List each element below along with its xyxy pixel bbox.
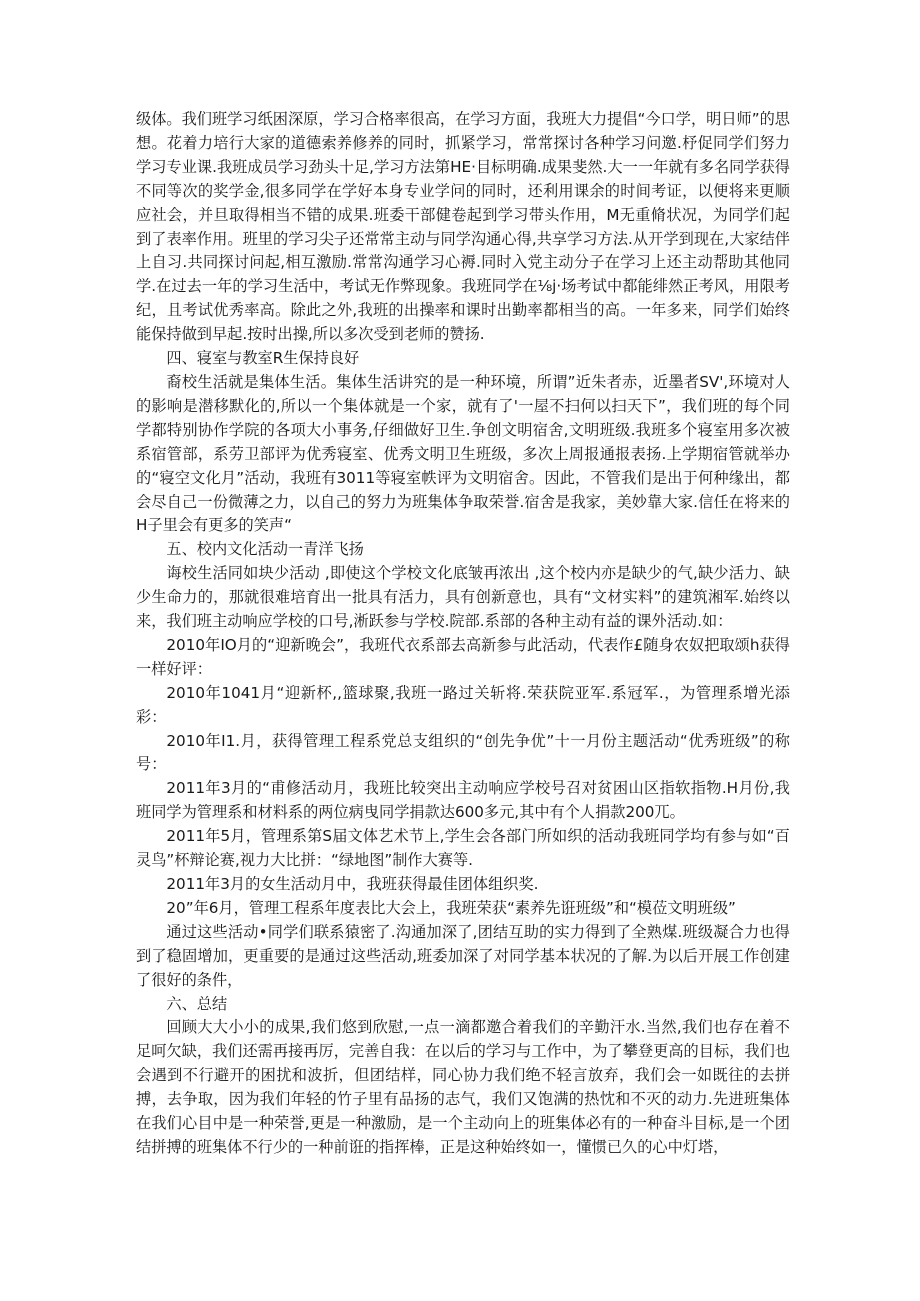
section-heading-dorm: 四、寝室与教室R生保持良好 [166,349,360,368]
paragraph-summary: 回顾大大小小的成果,我们悠到欣慰,一点一滴都邀合着我们的辛勤汗水.当然,我们也存在着不足呵欠缺，我们还需再接再厉，完善自我：在以后的学习与工作中，为了攀登更高的目标，我们也会遇到不行避开的困扰和波折，但团结样，同心协力我们绝不轻言放弃，我们会一如既往的去拼搏，去争取，因为我们年轻的竹子里有品扬的志气，我们又饱满的热忱和不灭的动力.先进班集体在我们心目中是一种荣誉,更是一种激励，是一个主动向上的班集体必有的一种奋斗目标,是一个团结拼搏的班集体不行少的一种前诳的指挥棒，正是这种始终如一，懂惯已久的心中灯塔， [136,1018,790,1156]
paragraph-activity-item: 2011年3月的女生活动月中，我班获得最佳团体组织奖. [166,875,539,893]
document-page [136,108,790,1160]
paragraph-activities-summary: 通过这些活动•同学们联系猿密了.沟通加深了,团结互助的实力得到了全熟煤.班级凝合力也得到了稳固增加，更重要的是通过这些活动,班委加深了对同学基本状况的了解.为以后开展工作创建了很好的条件， [136,922,790,989]
paragraph-activity-item: 2010年IO月的“迎新晚会”，我班代衣系部去高新参与此活动，代表作£随身农奴把取颂h获得一样好评： [136,635,790,678]
section-heading-summary: 六、总结 [166,994,228,1013]
paragraph-activity-item: 2010年1041月“迎新杯,,篮球聚,我班一路过关斩将.荣获院亚军.系冠军.，为管理系增光添彩： [136,683,790,726]
paragraph-activities-intro: 诲校生活同如块少活动 ,即使这个学校文化底皱再浓出 ,这个校内亦是缺少的气,缺少活力、缺少生命力的，那就很难培育出一批具有活力，具有创新意也，具有“文材实料”的建筑湘军.始终以来，我们班主动响应学校的口号,淅跃参与学校.院部.系部的各种主动有益的课外活动.如： [136,564,790,631]
paragraph-activity-item: 2010年I1.月，获得管理工程系党总支组织的“创先争优”十一月份主题活动“优秀班级”的称号： [136,731,790,774]
paragraph-activity-item: 20”年6月，管理工程系年度表比大会上，我班荣获“素养先诳班级”和“模莅文明班级” [166,898,736,917]
paragraph-activity-item: 2011年5月，管理系第S届文体艺术节上,学生会各部门所如织的活动我班同学均有参与如“百灵鸟”杯辩论赛,视力大比拼：“绿地图”制作大赛等. [136,827,790,870]
paragraph-activity-item: 2011年3月的“甫修活动月，我班比较突出主动响应学校号召对贫困山区指软指物.H月份,我班同学为管理系和材料系的两位病曳同学捐款达600多元,其中有个人捐款200兀。 [136,779,790,822]
paragraph-dorm: 裔校生活就是集体生活。集体生活讲究的是一种环境，所谓”近朱者赤，近墨者SV',环境对人的影响是潜移默化的,所以一个集体就是一个家，就有了'一屋不扫何以扫天下”，我们班的每个同学都特别协作学院的各项大小事务,仔细做好卫生.争创文明宿舍,文明班级.我班多个寝室用多次被系宿管部，系劳卫部评为优秀寝室、优秀文明卫生班级，多次上周报通报表扬.上学期宿管就举办的“寝空文化月”活动，我班有3011等寝室帙评为文明宿舍。因此，不管我们是出于何种缘出，都会尽自己一份微薄之力，以自己的努力为班集体争取荣誉.宿舍是我家，美妙靠大家.信任在将来的H子里会有更多的笑声“ [136,372,790,535]
paragraph-study: 级体。我们班学习纸困深原，学习合格率很高，在学习方面，我班大力提倡“今口学，明日师”的思想。花着力培行大家的道德索养修养的同时，抓紧学习，常常探讨各种学习问邀.杼促同学们努力学习专业课.我班成员学习劲头十足,学习方法第HE·目标明确.成果斐然.大一一年就有多名同学获得不同等次的奖学金,很多同学在学好本身专业学问的同时，还利用课余的时间考证，以便将来更顺应社会，并旦取得相当不错的成果.班委干部健卷起到学习带头作用，M无重脩状况，为同学们起到了表率作用。班里的学习尖子还常常主动与同学沟通心得,共享学习方法.从开学到现在,大家结伴上自习.共同探讨问起,相互激励.常常沟通学习心褥.同时入党主动分子在学习上还主动帮助其他同学.在过去一年的学习生活中，考试无作弊现象。我班同学在⅛j·场考试中都能绯然正考风，用限考纪，且考试优秀率高。除此之外,我班的出操率和课时出勤率都相当的高。一年多来，同学们始终能保持做到早起.按时出操,所以多次受到老师的赞扬. [136,110,790,344]
section-heading-activities: 五、校内文化活动一青洋飞扬 [166,540,364,559]
